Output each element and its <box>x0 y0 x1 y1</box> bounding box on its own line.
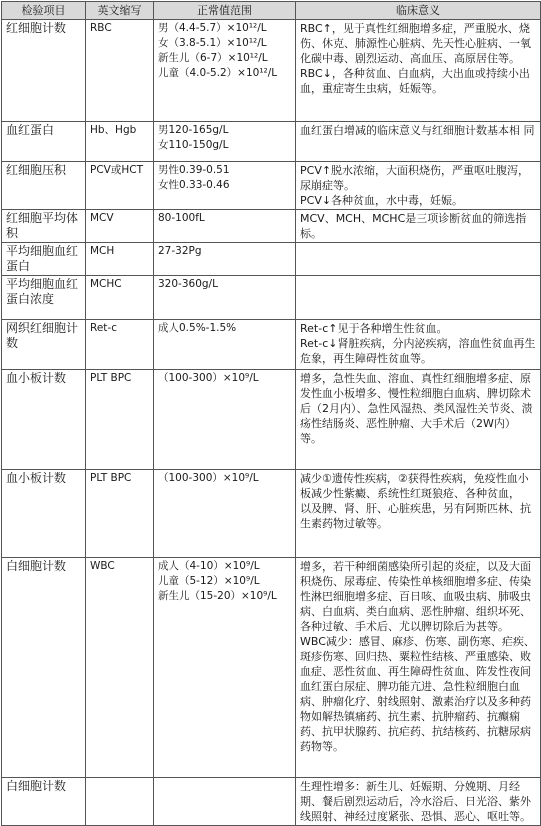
range-line: 27-32Pg <box>158 245 202 257</box>
meaning-paragraph: 血红蛋白增减的临床意义与红细胞计数基本相 同 <box>300 124 535 137</box>
table-row <box>2 558 541 778</box>
normal-range <box>154 162 296 210</box>
clinical-meaning <box>296 320 541 370</box>
table-row <box>2 778 541 826</box>
meaning-paragraph: PCV↓各种贫血，水中毒，妊娠。 <box>300 194 464 207</box>
range-line: 男性0.39-0.51 <box>158 164 230 176</box>
table-row <box>2 243 541 276</box>
meaning-paragraph: 生理性增多：新生儿、妊娠期、分娩期、月经期、餐后剧烈运动后，冷水浴后、日光浴、紫外线照射、神经过度紧张、恐惧、恶心、呕吐等。 <box>300 780 531 823</box>
normal-range <box>154 470 296 558</box>
clinical-meaning <box>296 558 541 778</box>
item-name: 血红蛋白 <box>2 122 86 162</box>
lab-values-table <box>1 1 541 826</box>
item-abbr: PLT BPC <box>86 470 154 558</box>
clinical-meaning <box>296 470 541 558</box>
normal-range <box>154 243 296 276</box>
item-abbr: MCV <box>86 210 154 243</box>
clinical-meaning <box>296 370 541 470</box>
item-name: 白细胞计数 <box>2 778 86 826</box>
range-line: 80-100fL <box>158 212 205 224</box>
meaning-paragraph: Ret-c↓肾脏疾病，分内泌疾病，溶血性贫血再生危象，再生障碍性贫血等。 <box>300 337 536 365</box>
header-meaning: 临床意义 <box>296 2 541 20</box>
clinical-meaning <box>296 778 541 826</box>
item-abbr: MCH <box>86 243 154 276</box>
normal-range <box>154 20 296 122</box>
table-row <box>2 122 541 162</box>
range-line: 女（3.8-5.1）×10¹²/L <box>158 37 267 49</box>
range-line: （100-300）×10⁹/L <box>158 472 259 484</box>
range-line: 男120-165g/L <box>158 124 229 136</box>
range-line: （100-300）×10⁹/L <box>158 372 259 384</box>
normal-range <box>154 370 296 470</box>
meaning-paragraph: PCV↑脱水浓缩，大面积烧伤，严重呕吐腹泻，尿崩症等。 <box>300 164 530 192</box>
item-abbr: PLT BPC <box>86 370 154 470</box>
meaning-paragraph: MCV、MCH、MCHC是三项诊断贫血的筛选指标。 <box>300 212 527 240</box>
meaning-paragraph: 增多，急性失血、溶血、真性红细胞增多症、原发性血小板增多、慢性粒细胞白血病、脾切除术后（2月内）、急性风湿热、类风湿性关节炎、溃疡性结肠炎、恶性肿瘤、大手术后（2W内）等。 <box>300 372 533 445</box>
item-abbr: RBC <box>86 20 154 122</box>
item-abbr: Hb、Hgb <box>86 122 154 162</box>
item-name: 白细胞计数 <box>2 558 86 778</box>
table-row <box>2 210 541 243</box>
item-name: 平均细胞血红蛋白浓度 <box>2 276 86 320</box>
item-name: 网织红细胞计数 <box>2 320 86 370</box>
meaning-paragraph: RBC↓，各种贫血、白血病，大出血或持续小出血，重症寄生虫病，妊娠等。 <box>300 67 530 95</box>
range-line: 成人（4-10）×10⁹/L <box>158 560 260 572</box>
clinical-meaning <box>296 210 541 243</box>
range-line: 儿童（4.0-5.2）×10¹²/L <box>158 67 278 79</box>
item-name: 红细胞压积 <box>2 162 86 210</box>
clinical-meaning <box>296 243 541 276</box>
range-line: 女110-150g/L <box>158 139 229 151</box>
clinical-meaning <box>296 276 541 320</box>
item-abbr <box>86 778 154 826</box>
header-abbr: 英文缩写 <box>86 2 154 20</box>
table-row <box>2 370 541 470</box>
item-name: 红细胞平均体积 <box>2 210 86 243</box>
normal-range <box>154 122 296 162</box>
range-line: 新生儿（6-7）×10¹²/L <box>158 52 268 64</box>
table-row <box>2 276 541 320</box>
meaning-paragraph: 增多，若干种细菌感染所引起的炎症，以及大面积烧伤、尿毒症、传染性单核细胞增多症、传染性淋巴细胞增多症、百日咳、血吸虫病、肺吸虫病、白血病、类白血病、恶性肿瘤、组织坏死、各种过敏、手术后、尤以脾切除后为甚等。 <box>300 560 531 633</box>
normal-range <box>154 558 296 778</box>
normal-range <box>154 778 296 826</box>
table-row <box>2 320 541 370</box>
clinical-meaning <box>296 20 541 122</box>
table-row <box>2 470 541 558</box>
item-abbr: WBC <box>86 558 154 778</box>
item-name: 血小板计数 <box>2 370 86 470</box>
meaning-paragraph: Ret-c↑见于各种增生性贫血。 <box>300 322 448 335</box>
range-line: 女性0.33-0.46 <box>158 179 230 191</box>
header-row <box>2 2 541 20</box>
item-abbr: MCHC <box>86 276 154 320</box>
item-name: 红细胞计数 <box>2 20 86 122</box>
range-line: 成人0.5%-1.5% <box>158 322 237 334</box>
meaning-paragraph: RBC↑，见于真性红细胞增多症，严重脱水、烧伤、休克、肺源性心脏病、先天性心脏病、一氧化碳中毒、剧烈运动、高血压、高原居住等。 <box>300 22 531 65</box>
range-line: 儿童（5-12）×10⁹/L <box>158 575 260 587</box>
table-row <box>2 20 541 122</box>
meaning-paragraph: WBC减少：感冒、麻疹、伤寒、副伤寒、疟疾、斑疹伤寒、回归热、粟粒性结核、严重感染、败血症、恶性贫血、再生障碍性贫血、阵发性夜间血红蛋白尿症、脾功能亢进、急性粒细胞白血病、肿瘤化疗、射线照射、激素治疗以及多种药物如解热镇痛药、抗生素、抗肿瘤药、抗癫痫药、抗甲状腺药、抗疟药、抗结核药、抗糖尿病药物等。 <box>300 635 535 753</box>
item-abbr: PCV或HCT <box>86 162 154 210</box>
normal-range <box>154 320 296 370</box>
header-item: 检验项目 <box>2 2 86 20</box>
item-name: 平均细胞血红蛋白 <box>2 243 86 276</box>
clinical-meaning <box>296 162 541 210</box>
clinical-meaning <box>296 122 541 162</box>
item-name: 血小板计数 <box>2 470 86 558</box>
table-row <box>2 162 541 210</box>
range-line: 320-360g/L <box>158 278 218 290</box>
range-line: 男（4.4-5.7）×10¹²/L <box>158 22 267 34</box>
normal-range <box>154 276 296 320</box>
range-line: 新生儿（15-20）×10⁹/L <box>158 590 277 602</box>
normal-range <box>154 210 296 243</box>
meaning-paragraph: 减少①遗传性疾病，②获得性疾病，免疫性血小板减少性紫癜、系统性红斑狼疮、各种贫血， <box>300 472 529 500</box>
meaning-paragraph: 以及脾、肾、肝、心脏疾患，另有阿斯匹林、抗生素药物过敏等。 <box>300 502 531 530</box>
header-range: 正常值范围 <box>154 2 296 20</box>
item-abbr: Ret-c <box>86 320 154 370</box>
